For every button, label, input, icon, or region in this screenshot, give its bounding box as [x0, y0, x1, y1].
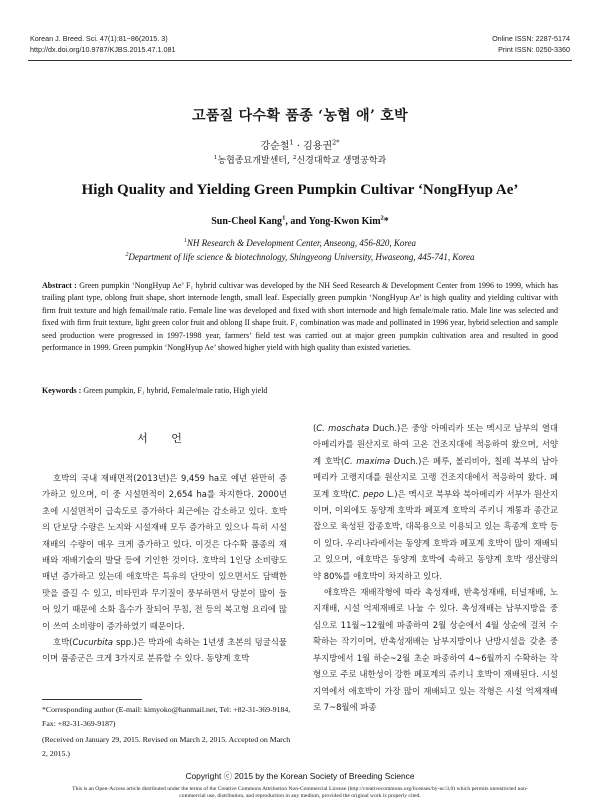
- keywords-label: Keywords :: [42, 386, 82, 395]
- right-paragraph-1: (C. moschata Duch.)은 중앙 아메리카 또는 멕시코 남부의 열대 아메리카를 원산지로 하여 고온 건조지대에 적응하여 왔으며, 서양계 호박(C. maxima Duch.)은 페루, 볼리비아, 칠레 북부의 남아메리카 고랭지대를 원산지로 고랭 건조지대에서 적응하여 왔다. 페포계 호박(C. pepo L.)은 멕시코 북부와 북아메리카 서부가 원산지이며, 이외에도 동양계 호박과 페포계 호박의 주키니 계통과 종간교잡으로 육성된 잡종호박, 대목용으로 이용되고 있는 흑종계 호박 등이 있다. 우리나라에서는 동양계 호박과 페포계 호박이 많이 재배되고 있으며, 애호박은 동양계 호박에 속하고 동양계 호박 생산량의 약 80%를 애호박이 차지하고 있다.: [313, 423, 558, 581]
- abstract-label: Abstract :: [42, 281, 77, 290]
- online-issn: Online ISSN: 2287-5174: [492, 34, 570, 43]
- abstract: [42, 280, 558, 354]
- journal-citation: Korean J. Breed. Sci. 47(1):81~86(2015. 3): [30, 34, 168, 43]
- korean-author-1: 강순철: [260, 141, 290, 152]
- english-authors: Sun-Cheol Kang$^1$, and Yong-Kwon Kim$^2$*: [211, 214, 389, 227]
- english-author-1: Sun-Cheol Kang: [211, 216, 283, 227]
- copyright-line: Copyright ⓒ 2015 by the Korean Society of Breeding Science: [185, 771, 415, 781]
- korean-affiliations: $^1$농협종묘개발센터, $^2$신경대학교 생명공학과: [213, 155, 387, 166]
- section-heading-introduction: 서 언: [137, 432, 192, 445]
- journal-header-right: [492, 33, 570, 55]
- english-affiliation-2: $^2$Department of life science & biotechnology, Shingyeong University, Hwaseong, 445-741, Korea: [125, 252, 475, 262]
- english-title: High Quality and Yielding Green Pumpkin Cultivar ‘NongHyup Ae’: [81, 182, 519, 198]
- header-divider: [28, 60, 572, 61]
- received-dates-note: (Received on January 29, 2015. Revised on March 2, 2015. Accepted on March 2, 2015.): [42, 735, 291, 758]
- abstract-text: Green pumpkin ‘NongHyup Ae’ F₁ hybrid cultivar was developed by the NH Seed Research & Development Center from 1996 to 1999, which has trailing plant type, oblong fruit shape, short internode length, small leaf. Especially green pumpkin ‘NongHyup Ae’ is high quality and yielding cultivar with firm fruit texture and high femail/male ratio. Female line was developed and fixed with short internode and high female/male ratio. Male line was selected and fixed with firm fruit texture, light green color fruit and oblong II shape fruit. F₁ combination was made and pollinated in 1996 year, hybrid selection and sample seed production were progressed in 1997-1998 year, farmers’ field test was carried out at major green pumpkin cultivation area and resulted in good performance in 1999. Green pumpkin ‘NongHyup Ae’ showed higher yield with high quality than existed varieties.: [42, 281, 558, 353]
- footnote-divider: [42, 699, 142, 700]
- print-issn: Print ISSN: 0250-3360: [498, 45, 570, 54]
- english-affiliation-1: $^1$NH Research & Development Center, Anseong, 456-820, Korea: [183, 238, 417, 248]
- left-paragraph-1: 호박의 국내 재배면적(2013년)은 9,459 ha로 예년 완만히 증가하고 있으며, 이 중 시설면적이 2,654 ha를 차지한다. 2000년 초에 시설면적이 급속도로 증가하다 최근에는 감소하고 있다. 호박의 단보당 수량은 노지와 시설재배 모두 증가하고 있으나 특히 시설재배의 수량이 매우 크게 증가하고 있다. 이것은 다수확 품종의 재배와 재배기술의 발달 등에 기인한 것이다. 호박의 1인당 소비량도 매년 증가하고 있는데 애호박은 특유의 단맛이 있으면서도 담백한 맛을 즐길 수 있고, 비타민과 무기질이 풍부하면서 당분이 많이 들어 있기 때문에 소화 흡수가 잘되어 무침, 전 등의 복고형 요리에 많이 쓰여 소비량이 증가하였기 때문이다.: [42, 473, 287, 631]
- keywords: [42, 386, 558, 395]
- english-author-2: Yong-Kwon Kim: [308, 216, 381, 227]
- korean-title: 고품질 다수확 품종 ‘농협 애’ 호박: [192, 108, 408, 124]
- left-paragraph-2: 호박(Cucurbita spp.)은 박과에 속하는 1년생 초본의 덩굴식물이며 품종군은 크게 3가지로 분류할 수 있다. 동양계 호박: [42, 637, 287, 664]
- body-left-column: [42, 470, 287, 667]
- doi-link[interactable]: http://dx.doi.org/10.9787/KJBS.2015.47.1.081: [30, 45, 176, 54]
- keywords-text: Green pumpkin, F₁ hybrid, Female/male ratio, High yield: [83, 386, 268, 395]
- corresponding-author-note: *Corresponding author (E-mail: kimyoko@hanmail.net, Tel: +82-31-369-9184, Fax: +82-31-369-9187): [42, 705, 291, 728]
- right-paragraph-2: 애호박은 재배작형에 따라 촉성재배, 반촉성재배, 터널재배, 노지재배, 시설 억제재배로 나눌 수 있다. 촉성재배는 남부지방을 중심으로 11월~12월에 파종하여 2월 상순에서 4월 상순에 걸쳐 수확하는 작기이며, 반촉성재배는 남부지방이나 난방시설을 갖춘 중부지방에서 1월 하순~2월 초순 파종하여 4~6월까지 수확하는 작형으로 주로 내한성이 강한 페포계의 쥬키니 호박이 재배된다. 시설지역에서 애호박이 가장 많이 재배되고 있는 작형은 시설 억제재배로 7~8월에 파종: [313, 587, 558, 712]
- body-right-column: [313, 420, 558, 715]
- korean-authors: 강순철$^1$ · 김용권$^{2*}$: [260, 138, 340, 152]
- journal-header-left: [30, 33, 175, 55]
- korean-author-2: 김용권: [303, 141, 333, 152]
- license-notice: This is an Open-Access article distributed under the terms of the Creative Commons Attribution Non-Commercial License (http://creativecommons.org/licenses/by-nc/3.0) which permits unrestricted non-commercial use, distribution, and reproduction in any medium, provided the original work is properly cited.: [72, 786, 528, 799]
